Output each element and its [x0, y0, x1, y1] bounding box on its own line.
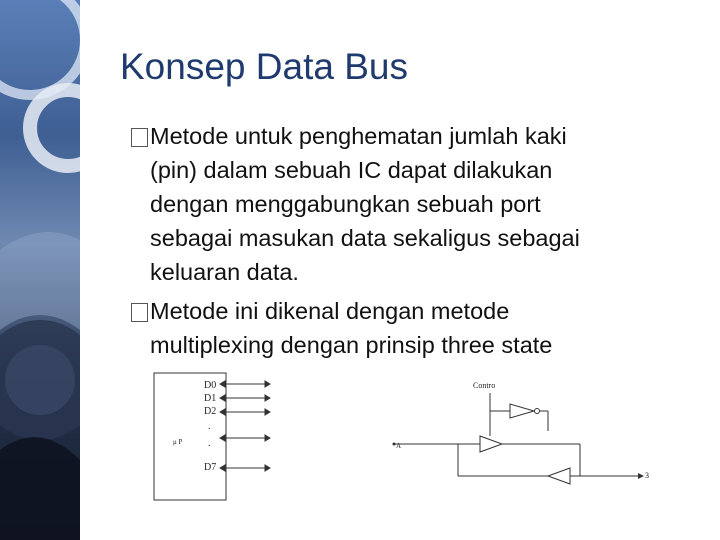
input-label: A: [396, 442, 402, 450]
control-label: Contro: [473, 381, 496, 390]
input-node: [393, 443, 396, 446]
chip-label: μ P: [173, 438, 183, 446]
pin-ellipsis-2: .: [208, 438, 211, 449]
bus-arrows: [220, 381, 270, 471]
pin-d1-label: D1: [204, 393, 217, 404]
output-arrow-icon: [638, 473, 644, 479]
output-label: 3: [645, 471, 649, 480]
bullet-2-line-2: multiplexing dengan prinsip three state: [150, 332, 553, 358]
bullet-box-icon: [131, 303, 148, 322]
bullet-1-first-line: Metode untuk penghematan jumlah kaki: [150, 123, 567, 149]
sidebar-decoration: [0, 0, 80, 540]
bullet-1-line-3: dengan menggabungkan sebuah port: [150, 191, 541, 217]
bullet-1-line-2: (pin) dalam sebuah IC dapat dilakukan: [150, 157, 553, 183]
bullet-2: [131, 294, 691, 362]
pin-d2-label: D2: [204, 406, 217, 417]
three-state-diagram: [140, 366, 670, 506]
bullet-box-icon: [131, 128, 148, 147]
decorative-sidebar-image: [0, 0, 80, 540]
slide-title: Konsep Data Bus: [120, 46, 408, 87]
pin-d0-label: D0: [204, 380, 217, 391]
pin-ellipsis-1: .: [208, 421, 211, 432]
bullet-1: [131, 119, 691, 289]
pin-d7-label: D7: [204, 462, 217, 473]
bullet-1-line-5: keluaran data.: [150, 259, 299, 285]
bullet-2-first-line: Metode ini dikenal dengan metode: [150, 298, 510, 324]
bullet-1-line-4: sebagai masukan data sekaligus sebagai: [150, 225, 580, 251]
buffer-circuit: [394, 393, 640, 484]
